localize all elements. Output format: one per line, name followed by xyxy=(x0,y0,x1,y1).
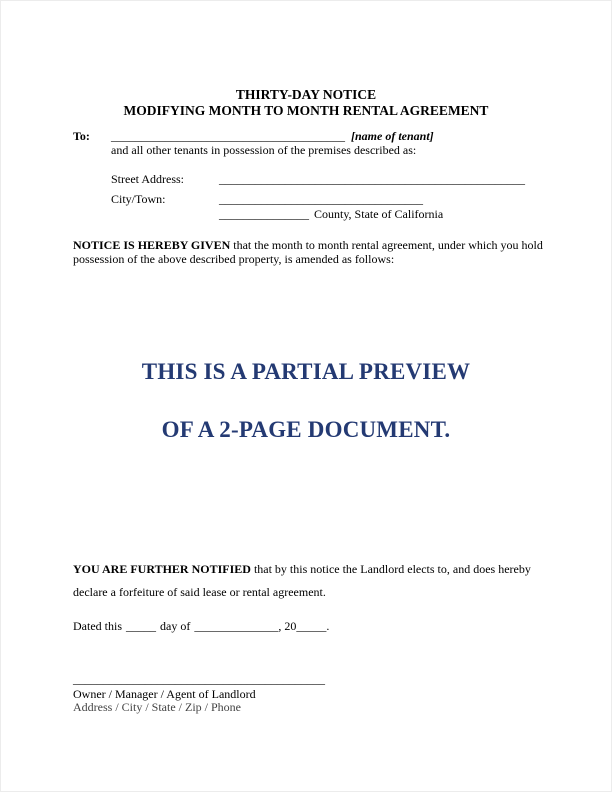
tenant-name-blank: _______________________________________ xyxy=(111,129,345,143)
notice-given-line xyxy=(73,238,543,253)
dated-prefix: Dated this xyxy=(73,619,122,633)
tenant-name-hint: [name of tenant] xyxy=(351,129,434,143)
notice-clipped-line: possession of the above described property, is amended as follows: xyxy=(73,252,395,266)
notice-clipped-line-wrap xyxy=(73,252,543,266)
county-state-text: County, State of California xyxy=(314,207,444,221)
city-town-row xyxy=(111,192,423,207)
preview-banner-line2: OF A 2-PAGE DOCUMENT. xyxy=(161,417,451,442)
county-row xyxy=(219,207,443,222)
further-notified-lead: YOU ARE FURTHER NOTIFIED xyxy=(73,562,251,576)
street-address-label: Street Address: xyxy=(111,172,184,186)
preview-banner-line1: THIS IS A PARTIAL PREVIEW xyxy=(141,359,471,384)
forfeiture-paragraph xyxy=(73,558,553,604)
notice-given-body: that the month to month rental agreement, under which you hold xyxy=(230,238,543,252)
city-town-blank: __________________________________ xyxy=(219,192,423,206)
further-notified-body: that by this notice the Landlord elects to, and does hereby xyxy=(250,562,531,576)
recipient-row xyxy=(73,129,434,144)
month-blank: ______________ xyxy=(194,619,279,633)
document-title-line1: THIRTY-DAY NOTICE xyxy=(235,87,377,102)
street-address-blank: ___________________________________________________ xyxy=(219,172,525,186)
signature-blank-line: __________________________________________ xyxy=(73,672,325,686)
other-tenants-line: and all other tenants in possession of the premises described as: xyxy=(111,143,417,157)
dated-period: . xyxy=(326,619,330,633)
day-blank: _____ xyxy=(126,619,156,633)
dated-year-prefix: , 20 xyxy=(278,619,297,633)
year-blank: _____ xyxy=(296,619,327,633)
to-label: To: xyxy=(73,129,90,143)
notice-given-lead: NOTICE IS HEREBY GIVEN xyxy=(73,238,231,252)
clipped-bottom-line-wrap xyxy=(73,700,373,714)
document-title-line2: MODIFYING MONTH TO MONTH RENTAL AGREEMENT xyxy=(123,103,489,118)
signer-role-label: Owner / Manager / Agent of Landlord xyxy=(73,687,256,701)
clipped-bottom-line: Address / City / State / Zip / Phone xyxy=(73,700,241,714)
dated-line xyxy=(73,619,329,634)
street-address-row xyxy=(111,172,525,187)
county-blank: _______________ xyxy=(219,207,309,221)
forfeiture-line2: declare a forfeiture of said lease or rental agreement. xyxy=(73,585,326,599)
dated-day-of: day of xyxy=(160,619,191,633)
city-town-label: City/Town: xyxy=(111,192,166,206)
